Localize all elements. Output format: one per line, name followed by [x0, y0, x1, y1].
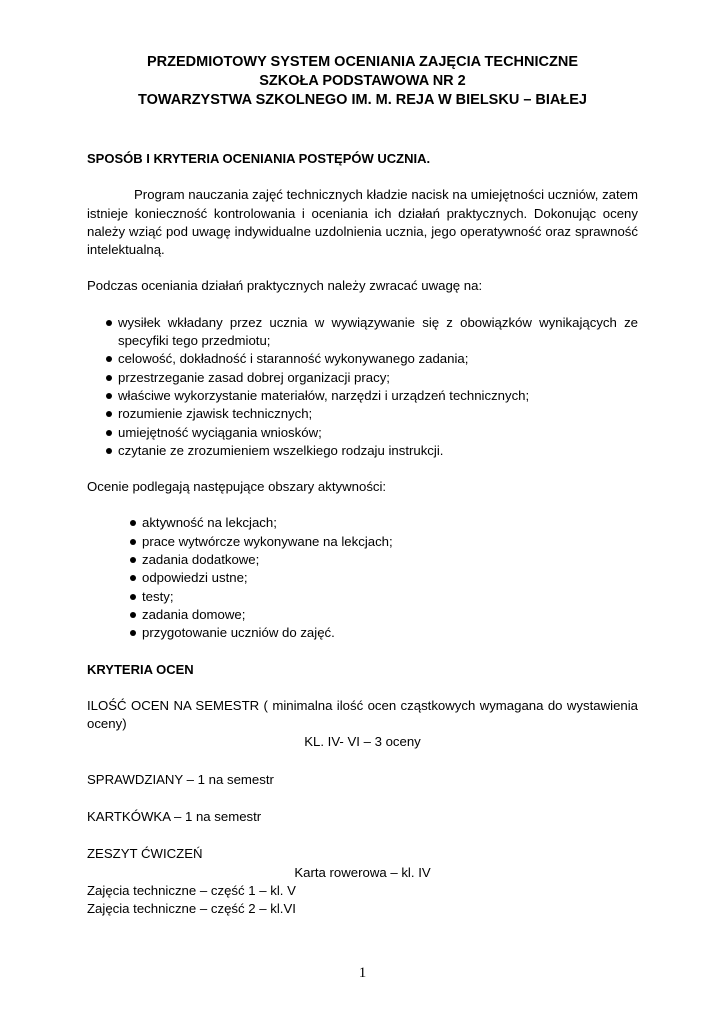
practical-criteria-list — [87, 314, 638, 460]
header-line-2: SZKOŁA PODSTAWOWA NR 2 — [259, 73, 466, 89]
page-number: 1 — [358, 965, 367, 981]
bullet-icon — [106, 430, 112, 436]
list-item: testy; — [87, 588, 638, 606]
list-item: zadania domowe; — [87, 606, 638, 624]
bullet-icon — [130, 520, 136, 526]
bullet-icon — [130, 539, 136, 545]
list-item: odpowiedzi ustne; — [87, 569, 638, 587]
activity-areas-list — [87, 514, 638, 642]
workbook-line-1: Zajęcia techniczne – część 1 – kl. V — [87, 882, 296, 898]
bullet-icon — [106, 411, 112, 417]
header-line-1: PRZEDMIOTOWY SYSTEM OCENIANIA ZAJĘCIA TECHNICZNE — [147, 54, 578, 70]
bullet-icon — [106, 393, 112, 399]
bullet-icon — [130, 557, 136, 563]
section-title-criteria: KRYTERIA OCEN — [87, 661, 194, 677]
section-title-assessment: SPOSÓB I KRYTERIA OCENIANIA POSTĘPÓW UCZNIA. — [87, 151, 431, 166]
bullet-icon — [130, 575, 136, 581]
bullet-icon — [106, 375, 112, 381]
list-item: aktywność na lekcjach; — [87, 514, 638, 532]
list-item: przestrzeganie zasad dobrej organizacji pracy; — [87, 369, 638, 387]
bullet-icon — [106, 356, 112, 362]
list-item: czytanie ze zrozumieniem wszelkiego rodzaju instrukcji. — [87, 442, 638, 460]
header-line-3: TOWARZYSTWA SZKOLNEGO IM. M. REJA W BIELSKU – BIAŁEJ — [138, 92, 587, 108]
list-item: właściwe wykorzystanie materiałów, narzędzi i urządzeń technicznych; — [87, 387, 638, 405]
tests-line: SPRAWDZIANY – 1 na semestr — [87, 771, 274, 787]
intro-paragraph: Program nauczania zajęć technicznych kładzie nacisk na umiejętności uczniów, zatem istnieje konieczność kontrolowania i oceniania ich działań praktycznych. Dokonując oceny należy wziąć pod uwagę indywidualne uzdolnienia ucznia, jego operatywność oraz sprawność intelektualną. — [87, 187, 638, 258]
list-item: przygotowanie uczniów do zajęć. — [87, 624, 638, 642]
bullet-icon — [130, 630, 136, 636]
grades-count-value: KL. IV- VI – 3 oceny — [304, 734, 421, 750]
bullet-icon — [106, 448, 112, 454]
list-item: celowość, dokładność i staranność wykonywanego zadania; — [87, 350, 638, 368]
list-item: wysiłek wkładany przez ucznia w wywiązywanie się z obowiązków wynikających ze specyfiki tego przedmiotu; — [87, 314, 638, 351]
bullet-icon — [130, 612, 136, 618]
areas-lead: Ocenie podlegają następujące obszary aktywności: — [87, 479, 387, 495]
document-header — [0, 53, 725, 110]
bullet-icon — [130, 594, 136, 600]
practical-lead: Podczas oceniania działań praktycznych należy zwracać uwagę na: — [87, 278, 483, 294]
document-body — [87, 150, 638, 919]
list-item: zadania dodatkowe; — [87, 551, 638, 569]
grades-count-text: ILOŚĆ OCEN NA SEMESTR ( minimalna ilość ocen cząstkowych wymagana do wystawienia oceny) — [87, 697, 638, 732]
bullet-icon — [106, 320, 112, 326]
list-item: prace wytwórcze wykonywane na lekcjach; — [87, 533, 638, 551]
quizzes-line: KARTKÓWKA – 1 na semestr — [87, 809, 262, 825]
workbook-title: ZESZYT ĆWICZEŃ — [87, 846, 203, 862]
list-item: rozumienie zjawisk technicznych; — [87, 405, 638, 423]
workbook-bike-card: Karta rowerowa – kl. IV — [294, 864, 431, 880]
workbook-line-2: Zajęcia techniczne – część 2 – kl.VI — [87, 901, 296, 917]
list-item: umiejętność wyciągania wniosków; — [87, 424, 638, 442]
